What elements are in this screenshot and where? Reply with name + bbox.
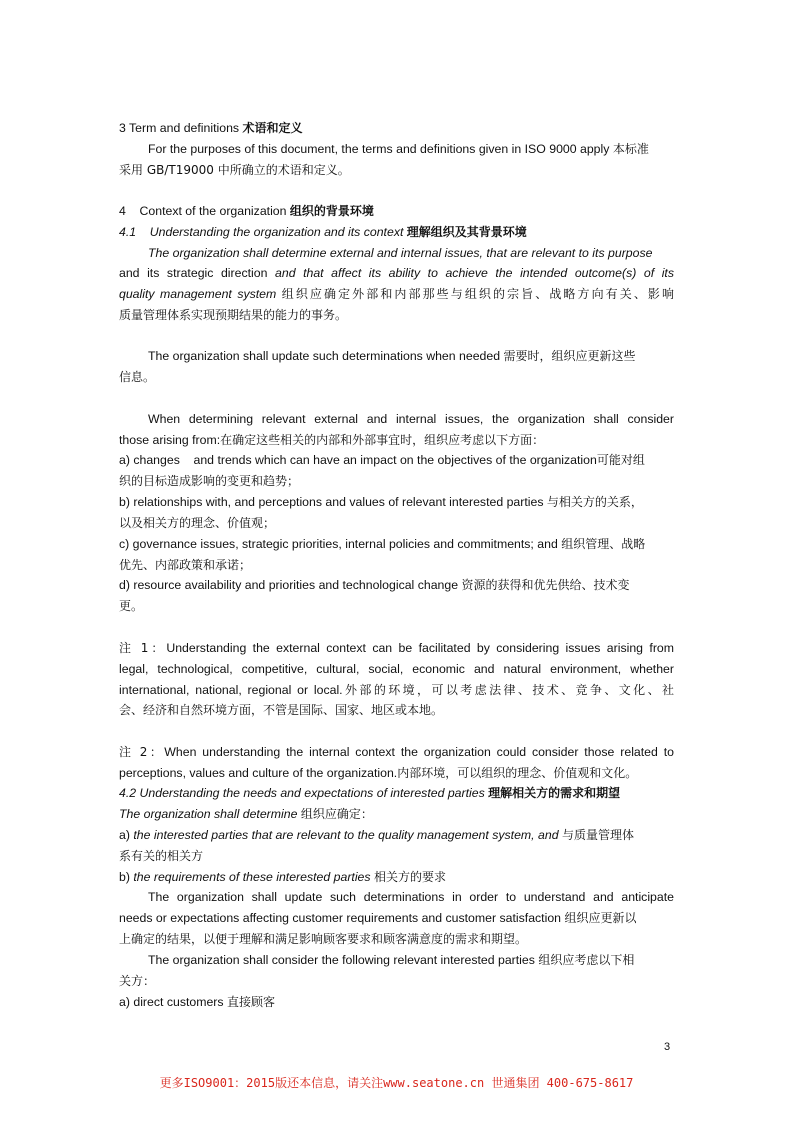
text: b) relationships with, and perceptions and values of relevant interested parties — [119, 495, 547, 509]
list-item — [119, 452, 674, 468]
paragraph-line — [148, 889, 674, 905]
section-4-1-heading — [119, 224, 674, 240]
text: and its strategic direction — [119, 266, 276, 280]
list-item-cont — [119, 598, 674, 614]
section-3-heading — [119, 120, 674, 136]
text: the requirements of these interested parties — [133, 870, 374, 884]
text: and that affect its ability to achieve the intended outcome(s) of its — [275, 266, 674, 280]
text: needs or expectations affecting customer requirements and customer satisfaction — [119, 911, 565, 925]
section-3-heading-cn: 术语和定义 — [242, 121, 303, 135]
text: 更。 — [119, 599, 144, 613]
text: The organization shall consider the following relevant interested parties — [148, 953, 539, 967]
paragraph-line — [148, 411, 674, 427]
text: 以及相关方的理念、价值观； — [119, 516, 276, 530]
text: international, national, regional or local. — [119, 683, 343, 697]
paragraph-line — [119, 307, 674, 323]
text: 组织应更新以 — [564, 911, 637, 925]
text: a) changes and trends which can have an impact on the objectives of the organization — [119, 453, 597, 467]
text: 4.1 Understanding the organization and its context — [119, 225, 407, 239]
text: 相关方的要求 — [373, 870, 446, 884]
text: 组织应确定： — [300, 807, 373, 821]
text: 织的目标造成影响的变更和趋势； — [119, 474, 300, 488]
text: The organization shall determine — [119, 807, 301, 821]
paragraph-line — [148, 245, 674, 261]
paragraph-line — [119, 162, 674, 178]
text: The organization shall update such determinations in order to understand and anticipate — [148, 890, 674, 904]
list-item-cont — [119, 515, 674, 531]
paragraph-line — [119, 369, 674, 385]
text: 直接顾客 — [226, 995, 275, 1009]
text: those arising from: — [119, 433, 221, 447]
text: 理解相关方的需求和期望 — [488, 786, 621, 800]
section-4-heading — [119, 203, 674, 219]
list-item — [119, 827, 674, 843]
paragraph-line — [119, 910, 674, 926]
text: legal, technological, competitive, cultural, social, economic and natural environment, whether — [119, 662, 674, 676]
section-4-2-heading — [119, 785, 674, 801]
text: 理解组织及其背景环境 — [406, 225, 527, 239]
note-1 — [119, 640, 674, 656]
text: 内部环境，可以组织的理念、价值观和文化。 — [397, 766, 638, 780]
text: 注 2： — [119, 745, 165, 759]
paragraph-line — [119, 432, 674, 448]
text: 4 Context of the organization — [119, 204, 290, 218]
text: quality management system — [119, 287, 282, 301]
list-item — [119, 577, 674, 593]
text: c) governance issues, strategic priorities, internal policies and commitments; and — [119, 537, 562, 551]
text: a) direct customers — [119, 995, 227, 1009]
text: When determining relevant external and internal issues, the organization shall consider — [148, 412, 674, 426]
text: 质量管理体系实现预期结果的能力的事务。 — [119, 308, 348, 322]
text: 组织应考虑以下相 — [538, 953, 635, 967]
text: the interested parties that are relevant to the quality management system, and — [133, 828, 562, 842]
paragraph-line — [119, 806, 674, 822]
text: 资源的获得和优先供给、技术变 — [461, 578, 630, 592]
paragraph-line — [119, 265, 674, 281]
note-1-line — [119, 661, 674, 677]
paragraph-line — [119, 286, 674, 302]
paragraph-line — [148, 348, 674, 364]
text: Understanding the external context can be facilitated by considering issues arising from — [166, 641, 674, 655]
paragraph-line — [148, 952, 674, 968]
list-item — [119, 994, 674, 1010]
text: 会、经济和自然环境方面，不管是国际、国家、地区或本地。 — [119, 703, 444, 717]
text: When understanding the internal context the organization could consider those related to — [164, 745, 674, 759]
text: d) resource availability and priorities and technological change — [119, 578, 462, 592]
text: 组织管理、战略 — [561, 537, 646, 551]
text: 在确定这些相关的内部和外部事宜时，组织应考虑以下方面： — [220, 433, 545, 447]
page-number: 3 — [664, 1041, 671, 1053]
paragraph-line — [119, 931, 674, 947]
list-item-cont — [119, 848, 674, 864]
text: a) — [119, 828, 134, 842]
list-item-cont — [119, 557, 674, 573]
text: 需要时，组织应更新这些 — [503, 349, 636, 363]
text: 系有关的相关方 — [119, 849, 204, 863]
note-2 — [119, 744, 674, 760]
text: The organization shall determine external and internal issues, that are relevant to its purpose — [148, 246, 653, 260]
list-item — [119, 869, 674, 885]
text: 关方： — [119, 974, 156, 988]
note-2-line — [119, 765, 674, 781]
text: 优先、内部政策和承诺； — [119, 558, 252, 572]
text: 与质量管理体 — [561, 828, 634, 842]
note-1-line — [119, 682, 674, 698]
text: 外部的环境，可以考虑法律、技术、竞争、文化、社 — [342, 683, 674, 697]
text: 本标准 — [612, 142, 649, 156]
text: 可能对组 — [596, 453, 645, 467]
note-1-line — [119, 702, 674, 718]
text: 上确定的结果，以便于理解和满足影响顾客要求和顾客满意度的需求和期望。 — [119, 932, 528, 946]
text: b) — [119, 870, 134, 884]
text: 组织的背景环境 — [289, 204, 374, 218]
text: 采用 GB/T19000 中所确立的术语和定义。 — [119, 163, 350, 177]
text: For the purposes of this document, the terms and definitions given in ISO 9000 apply — [148, 142, 613, 156]
text: 4.2 Understanding the needs and expectations of interested parties — [119, 786, 489, 800]
list-item — [119, 536, 674, 552]
section-3-heading-en: 3 Term and definitions — [119, 121, 243, 135]
text: The organization shall update such determinations when needed — [148, 349, 504, 363]
text: 组织应确定外部和内部那些与组织的宗旨、战略方向有关、影响 — [281, 287, 674, 301]
paragraph-line — [119, 973, 674, 989]
footer-promo: 更多ISO9001：2015版还本信息，请关注www.seatone.cn 世通集团 400-675-8617 — [159, 1076, 634, 1090]
text: 注 1： — [119, 641, 167, 655]
list-item — [119, 494, 674, 510]
text: perceptions, values and culture of the organization. — [119, 766, 398, 780]
text: 信息。 — [119, 370, 156, 384]
list-item-cont — [119, 473, 674, 489]
text: 与相关方的关系， — [546, 495, 643, 509]
paragraph — [148, 141, 674, 157]
